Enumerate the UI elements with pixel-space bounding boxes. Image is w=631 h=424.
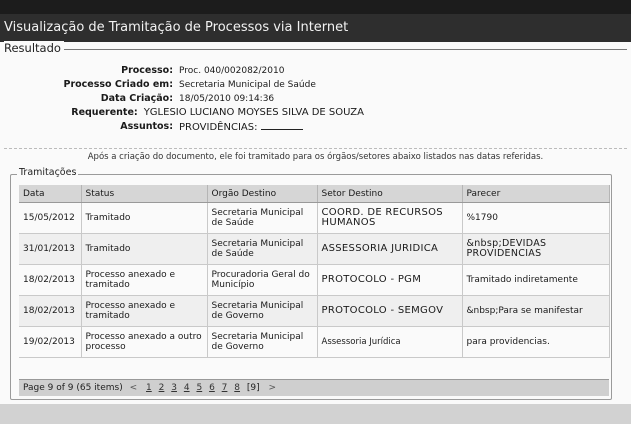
cell-orgao: Procuradoria Geral do Município bbox=[207, 265, 317, 296]
pager bbox=[19, 379, 609, 396]
field-processo bbox=[4, 64, 364, 78]
cell-data: 31/01/2013 bbox=[19, 234, 81, 265]
cell-data: 18/02/2013 bbox=[19, 265, 81, 296]
resultado-panel bbox=[4, 41, 627, 148]
field-value: Proc. 040/002082/2010 bbox=[179, 66, 285, 76]
cell-setor: Assessoria Jurídica bbox=[317, 327, 462, 358]
cell-data: 18/02/2013 bbox=[19, 296, 81, 327]
cell-status: Tramitado bbox=[81, 234, 207, 265]
tramitacoes-panel bbox=[10, 167, 612, 400]
window-title: Visualização de Tramitação de Processos via Internet bbox=[0, 14, 631, 42]
field-label: Processo Criado em: bbox=[63, 79, 173, 90]
cell-parecer: Tramitado indiretamente bbox=[462, 265, 609, 296]
tramitacoes-table bbox=[19, 185, 610, 358]
col-header-setor[interactable]: Setor Destino bbox=[317, 185, 462, 203]
table-header-row bbox=[19, 185, 609, 203]
cell-orgao: Secretaria Municipal de Saúde bbox=[207, 234, 317, 265]
field-label: Processo: bbox=[121, 65, 173, 76]
cell-status: Processo anexado e tramitado bbox=[81, 296, 207, 327]
cell-data: 15/05/2012 bbox=[19, 203, 81, 234]
cell-setor: ASSESSORIA JURIDICA bbox=[317, 234, 462, 265]
cell-parecer: %1790 bbox=[462, 203, 609, 234]
field-label: Data Criação: bbox=[100, 93, 173, 104]
field-value: PROVIDÊNCIAS: bbox=[179, 122, 258, 133]
browser-top-strip bbox=[0, 0, 631, 14]
pager-prev-button[interactable]: < bbox=[129, 383, 138, 393]
col-header-orgao[interactable]: Orgão Destino bbox=[207, 185, 317, 203]
field-value-wrapper bbox=[179, 120, 303, 134]
col-header-status[interactable]: Status bbox=[81, 185, 207, 203]
assuntos-blank-line bbox=[261, 120, 303, 130]
cell-status: Tramitado bbox=[81, 203, 207, 234]
cell-parecer: &nbsp;Para se manifestar bbox=[462, 296, 609, 327]
pager-next-button[interactable]: > bbox=[268, 383, 277, 393]
cell-orgao: Secretaria Municipal de Saúde bbox=[207, 203, 317, 234]
field-label: Requerente: bbox=[71, 107, 138, 118]
pager-current-page: [9] bbox=[246, 383, 260, 393]
cell-orgao: Secretaria Municipal de Governo bbox=[207, 296, 317, 327]
cell-status: Processo anexado e tramitado bbox=[81, 265, 207, 296]
tramitacao-notice: Após a criação do documento, ele foi tramitado para os órgãos/setores abaixo listados nas datas referidas. bbox=[4, 148, 627, 162]
table-row[interactable] bbox=[19, 296, 609, 327]
cell-orgao: Secretaria Municipal de Governo bbox=[207, 327, 317, 358]
pager-page-link[interactable]: 3 bbox=[171, 383, 177, 393]
field-label: Assuntos: bbox=[120, 121, 173, 132]
field-value: YGLESIO LUCIANO MOYSES SILVA DE SOUZA bbox=[143, 107, 364, 118]
pager-page-link[interactable]: 1 bbox=[146, 383, 152, 393]
table-row[interactable] bbox=[19, 234, 609, 265]
pager-page-link[interactable]: 7 bbox=[221, 383, 228, 393]
col-header-data[interactable]: Data bbox=[19, 185, 81, 203]
cell-setor: COORD. DE RECURSOS HUMANOS bbox=[317, 203, 462, 234]
table-row[interactable] bbox=[19, 265, 609, 296]
pager-info: Page 9 of 9 (65 items) bbox=[23, 383, 123, 393]
cell-parecer: &nbsp;DEVIDAS PROVIDENCIAS bbox=[462, 234, 609, 265]
field-assuntos bbox=[4, 120, 364, 134]
cell-setor: PROTOCOLO - PGM bbox=[317, 265, 462, 296]
field-value: Secretaria Municipal de Saúde bbox=[179, 80, 316, 90]
tramitacoes-legend: Tramitações bbox=[19, 167, 77, 178]
field-requerente bbox=[4, 106, 364, 120]
pager-page-link[interactable]: 8 bbox=[234, 383, 241, 393]
pager-page-link[interactable]: 5 bbox=[196, 383, 203, 393]
cell-status: Processo anexado a outro processo bbox=[81, 327, 207, 358]
field-criado-em bbox=[4, 78, 364, 92]
bottom-bar bbox=[0, 404, 631, 424]
pager-page-link[interactable]: 4 bbox=[183, 383, 190, 393]
col-header-parecer[interactable]: Parecer bbox=[462, 185, 609, 203]
process-details bbox=[4, 64, 364, 134]
cell-parecer: para providencias. bbox=[462, 327, 609, 358]
table-row[interactable] bbox=[19, 327, 609, 358]
pager-page-link[interactable]: 2 bbox=[158, 383, 165, 393]
cell-setor: PROTOCOLO - SEMGOV bbox=[317, 296, 462, 327]
table-row[interactable] bbox=[19, 203, 609, 234]
cell-data: 19/02/2013 bbox=[19, 327, 81, 358]
field-value: 18/05/2010 09:14:36 bbox=[179, 94, 275, 104]
resultado-legend: Resultado bbox=[4, 41, 64, 55]
field-data-criacao bbox=[4, 92, 364, 106]
pager-page-link[interactable]: 6 bbox=[209, 383, 215, 393]
